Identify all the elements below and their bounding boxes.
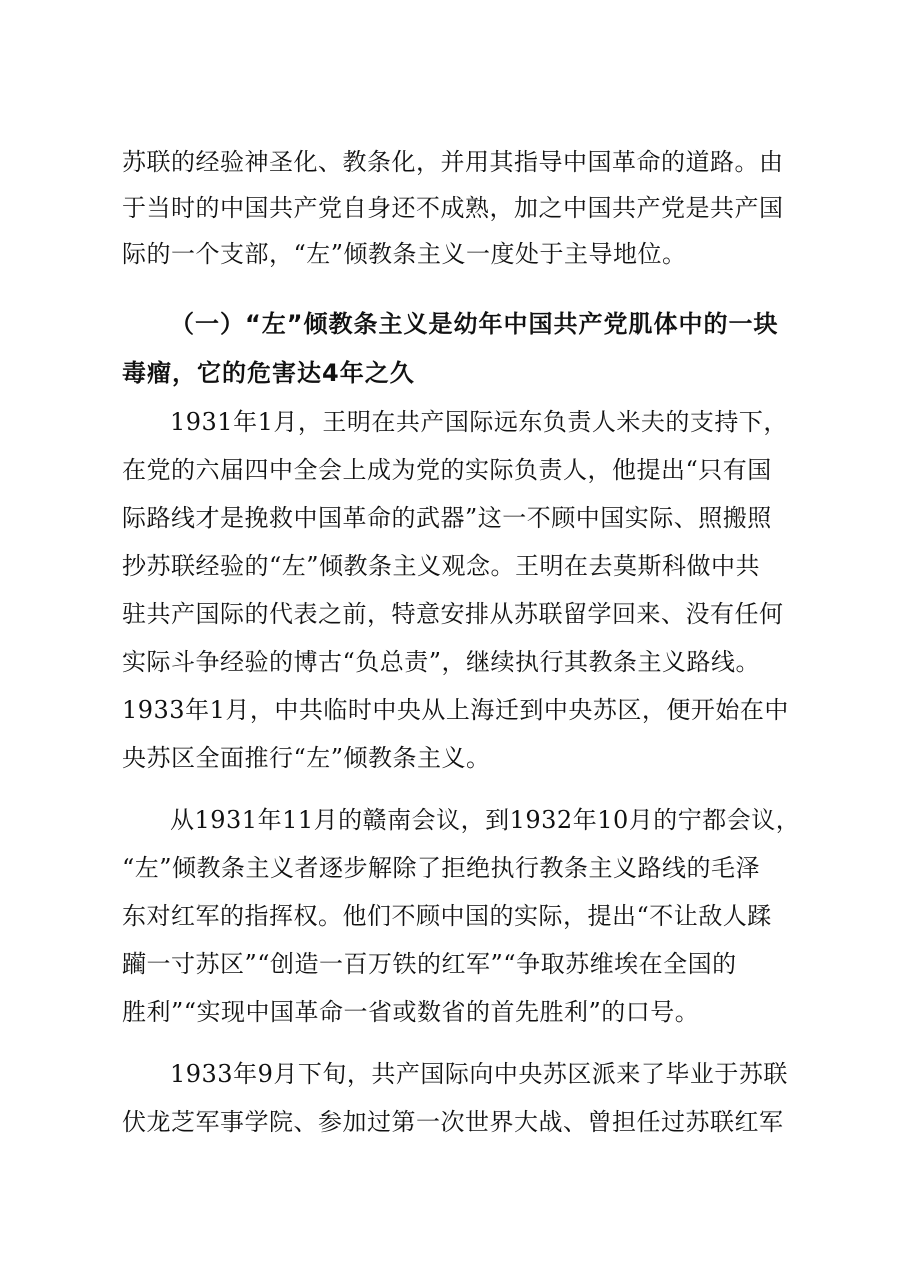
text-line: 驻共产国际的代表之前，特意安排从苏联留学回来、没有任何 — [122, 600, 784, 628]
text-line: 1933年1月，中共临时中央从上海迁到中央苏区，便开始在中 — [122, 696, 789, 724]
text-line: 从1931年11月的赣南会议，到1932年10月的宁都会议， — [170, 806, 801, 834]
text-line: 1931年1月，王明在共产国际远东负责人米夫的支持下， — [170, 408, 788, 436]
text-line: 胜利”“实现中国革命一省或数省的首先胜利”的口号。 — [122, 998, 700, 1026]
text-line: 在党的六届四中全会上成为党的实际负责人，他提出“只有国 — [122, 456, 772, 484]
text-line: 伏龙芝军事学院、参加过第一次世界大战、曾担任过苏联红军 — [122, 1108, 784, 1136]
text-line: 际的一个支部，“左”倾教条主义一度处于主导地位。 — [122, 240, 687, 268]
text-line: 东对红军的指挥权。他们不顾中国的实际，提出“不让敌人蹂 — [122, 902, 772, 930]
text-line: 苏联的经验神圣化、教条化，并用其指导中国革命的道路。由 — [122, 148, 784, 176]
text-line: 央苏区全面推行“左”倾教条主义。 — [122, 744, 491, 772]
section-heading-line: 毒瘤，它的危害达4年之久 — [122, 359, 415, 387]
section-heading-line: （一）“左”倾教条主义是幼年中国共产党肌体中的一块 — [170, 310, 779, 338]
text-line: 于当时的中国共产党自身还不成熟，加之中国共产党是共产国 — [122, 194, 784, 222]
text-line: 1933年9月下旬，共产国际向中央苏区派来了毕业于苏联 — [170, 1060, 788, 1088]
text-line: 际路线才是挽救中国革命的武器”这一不顾中国实际、照搬照 — [122, 504, 772, 532]
text-line: 实际斗争经验的博古“负总责”，继续执行其教条主义路线。 — [122, 648, 761, 676]
text-line: 抄苏联经验的“左”倾教条主义观念。王明在去莫斯科做中共 — [122, 552, 761, 580]
text-line: 躏一寸苏区”“创造一百万铁的红军”“争取苏维埃在全国的 — [122, 950, 737, 978]
text-line: “左”倾教条主义者逐步解除了拒绝执行教条主义路线的毛泽 — [122, 854, 761, 882]
